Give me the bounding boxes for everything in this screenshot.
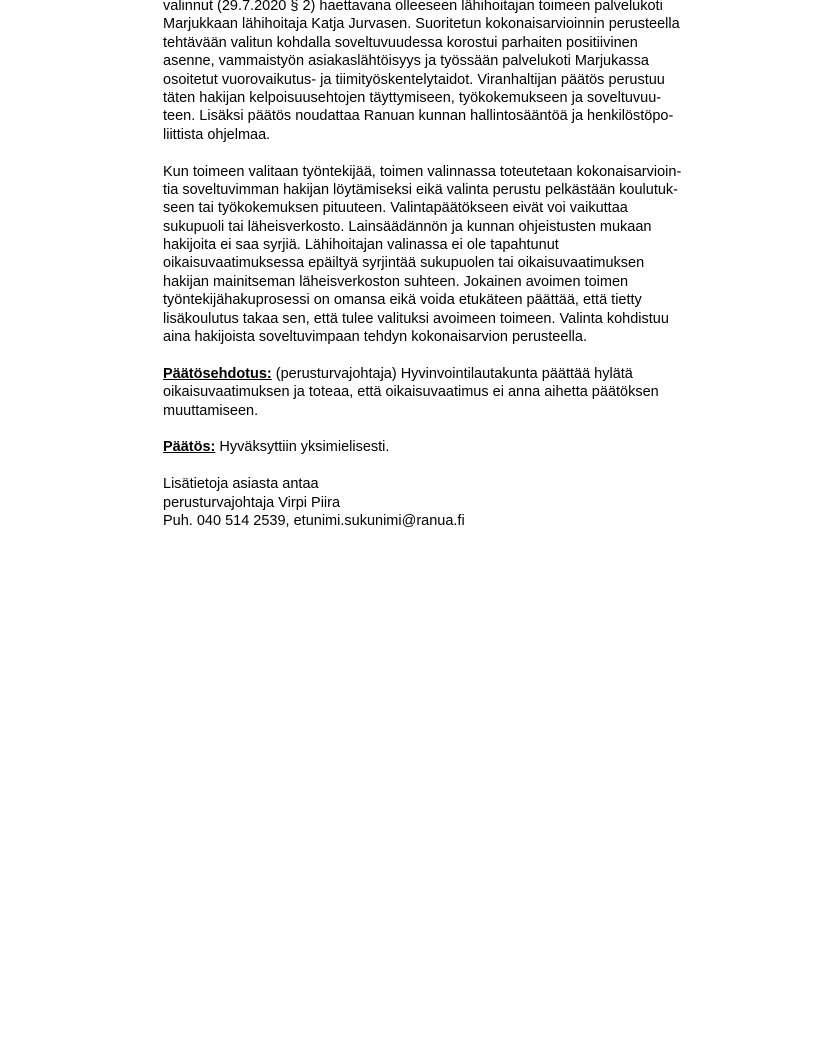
text-line: hakijan mainitseman läheisverkoston suhteen. Jokainen avoimen toimen xyxy=(163,273,629,290)
paragraph-spacer xyxy=(163,457,743,475)
text-line: lisäkoulutus takaa sen, että tulee valituksi avoimeen toimeen. Valinta kohdistuu xyxy=(163,310,669,327)
text-line: osoitetut vuorovaikutus- ja tiimityöskentelytaidot. Viranhaltijan päätös perustuu xyxy=(163,71,665,88)
text-line: oikaisuvaatimuksessa epäiltyä syrjintää sukupuolen tai oikaisuvaatimuksen xyxy=(163,255,645,272)
contact-info xyxy=(163,475,743,530)
decision-proposal xyxy=(163,365,743,420)
paragraph-spacer xyxy=(163,420,743,438)
text-line: seen tai työkokemuksen pituuteen. Valintapäätökseen eivät voi vaikuttaa xyxy=(163,200,628,217)
text-line: sukupuoli tai läheisverkosto. Lainsäädännön ja kunnan ohjeistusten mukaan xyxy=(163,218,652,235)
text-line: muuttamiseen. xyxy=(163,402,259,419)
proposal-label: Päätösehdotus: xyxy=(163,365,272,382)
proposal-text: (perusturvajohtaja) Hyvinvointilautakunta päättää hylätä xyxy=(271,365,633,382)
text-line: tehtävään valitun kohdalla soveltuvuudessa korostui parhaiten positiivinen xyxy=(163,34,638,51)
contact-intro: Lisätietoja asiasta antaa xyxy=(163,476,319,493)
decision xyxy=(163,438,743,456)
text-line: täten hakijan kelpoisuusehtojen täyttymiseen, työkokemukseen ja soveltuvuu- xyxy=(163,89,662,106)
text-line: työntekijähakuprosessi on omansa eikä voida etukäteen päättää, että tietty xyxy=(163,292,642,309)
decision-text: Hyväksyttiin yksimielisesti. xyxy=(215,439,390,456)
decision-line xyxy=(163,438,743,456)
text-line: oikaisuvaatimuksen ja toteaa, että oikaisuvaatimus ei anna aihetta päätöksen xyxy=(163,384,659,401)
paragraph-kokonaisarviointi xyxy=(163,163,743,347)
paragraph-valinta-perustelut xyxy=(163,0,743,144)
contact-person: perusturvajohtaja Virpi Piira xyxy=(163,494,341,511)
text-line: hakijoita ei saa syrjiä. Lähihoitajan valinassa ei ole tapahtunut xyxy=(163,237,559,254)
proposal-first-line xyxy=(163,365,743,383)
text-line: teen. Lisäksi päätös noudattaa Ranuan kunnan hallintosääntöä ja henkilöstöpo- xyxy=(163,108,674,125)
text-line: valinnut (29.7.2020 § 2) haettavana olleeseen lähihoitajan toimeen palvelukoti xyxy=(163,0,663,14)
paragraph-spacer xyxy=(163,144,743,162)
text-line: asenne, vammaistyön asiakaslähtöisyys ja työssään palvelukoti Marjukassa xyxy=(163,53,649,70)
document-body xyxy=(163,0,743,530)
text-line: liittista ohjelmaa. xyxy=(163,126,271,143)
contact-phone-email: Puh. 040 514 2539, etunimi.sukunimi@ranua.fi xyxy=(163,512,465,529)
text-line: aina hakijoista soveltuvimpaan tehdyn kokonaisarvion perusteella. xyxy=(163,329,587,346)
decision-label: Päätös: xyxy=(163,439,216,456)
text-line: Marjukkaan lähihoitaja Katja Jurvasen. Suoritetun kokonaisarvioinnin perusteella xyxy=(163,16,680,33)
paragraph-spacer xyxy=(163,346,743,364)
text-line: tia soveltuvimman hakijan löytämiseksi eikä valinta perustu pelkästään koulutuk- xyxy=(163,181,679,198)
text-line: Kun toimeen valitaan työntekijää, toimen valinnassa toteutetaan kokonaisarvioin- xyxy=(163,163,682,180)
